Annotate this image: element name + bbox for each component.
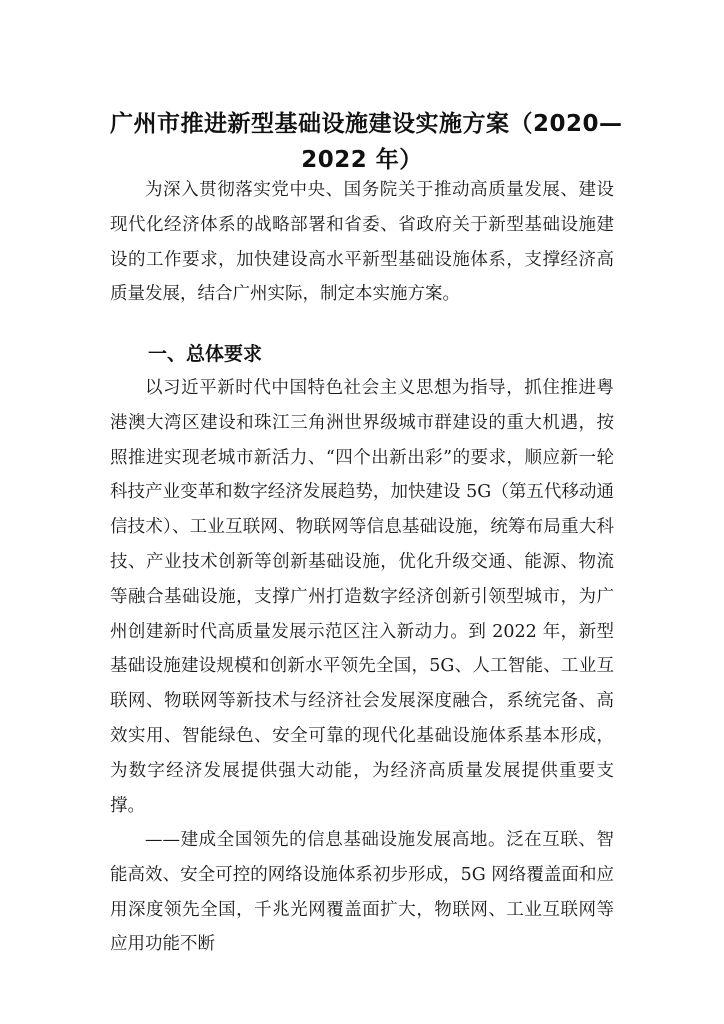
document-title-line-2: 2022 年） xyxy=(301,147,423,173)
document-title-line-1: 广州市推进新型基础设施建设实施方案（2020— xyxy=(110,111,623,137)
section-1-paragraph: 以习近平新时代中国特色社会主义思想为指导，抓住推进粤港澳大湾区建设和珠江三角洲世界级城市群建设的重大机遇，按照推进实现老城市新活力、“四个出新出彩”的要求，顺应新一轮科技产业变革和数字经济发展趋势，加快建设 5G（第五代移动通信技术）、工业互联网、物联网等信息基础设施，统筹布局重大科技、产业技术创新等创新基础设施，优化升级交通、能源、物流等融合基础设施，支撑广州打造数字经济创新引领型城市，为广州创建新时代高质量发展示范区注入新动力。到 2022 年，新型基础设施建设规模和创新水平领先全国，5G、人工智能、工业互联网、物联网等新技术与经济社会发展深度融合，系统完备、高效实用、智能绿色、安全可靠的现代化基础设施体系基本形成，为数字经济发展提供强大动能，为经济高质量发展提供重要支撑。 xyxy=(110,378,614,816)
section-1-heading: 一、总体要求 xyxy=(148,343,263,365)
intro-paragraph: 为深入贯彻落实党中央、国务院关于推动高质量发展、建设现代化经济体系的战略部署和省委、省政府关于新型基础设施建设的工作要求，加快建设高水平新型基础设施体系，支撑经济高质量发展，结合广州实际，制定本实施方案。 xyxy=(110,180,614,305)
goal-paragraph: ——建成全国领先的信息基础设施发展高地。泛在互联、智能高效、安全可控的网络设施体系初步形成，5G 网络覆盖面和应用深度领先全国，千兆光网覆盖面扩大，物联网、工业互联网等应用功能不断 xyxy=(110,830,614,955)
